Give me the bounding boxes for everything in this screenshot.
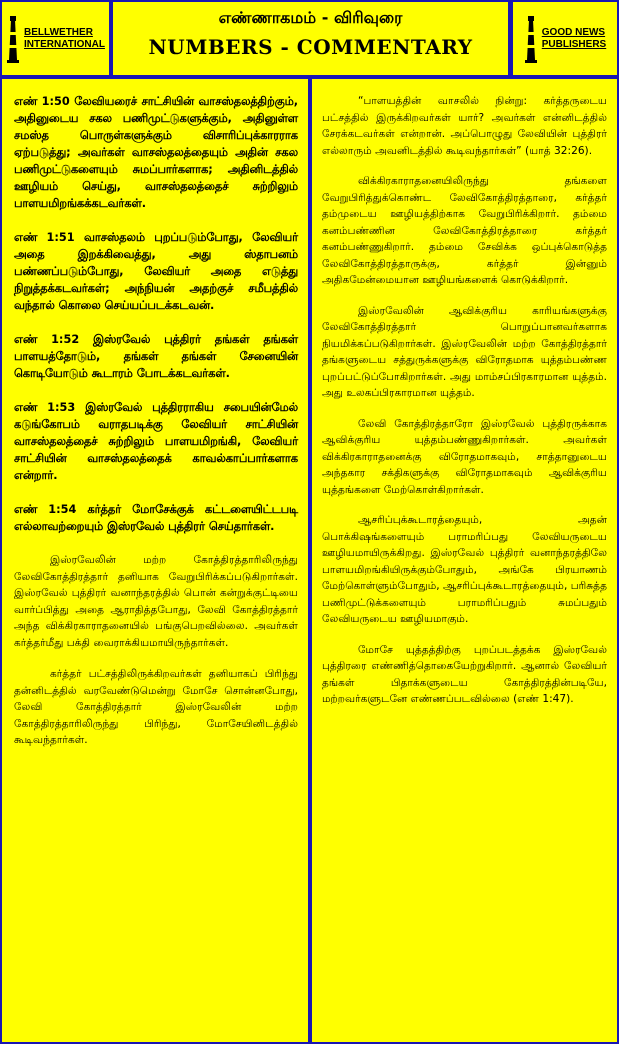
left-logo-line1: BELLWETHER [24,27,93,38]
good-news-publishers-logo [513,2,617,75]
verse-1-54: எண் 1:54 கர்த்தர் மோசேக்குக் கட்டளையிட்டபடி எல்லாவற்றையும் இஸ்ரவேல் புத்திரர் செய்தார்கள். [14,503,298,533]
lighthouse-icon [6,14,20,64]
title-tamil: எண்ணாகமம் - விரிவுரை [218,8,403,27]
left-logo-line2: INTERNATIONAL [24,38,105,50]
verse-1-50: எண் 1:50 லேவியரைச் சாட்சியின் வாசஸ்தலத்திற்கும், அதினுடைய சகல பணிமுட்டுகளுக்கும், அதினுள்ள சமஸ்த பொருள்களுக்கும் விசாரிப்புக்காரராக ஏற்படுத்து; அவர்கள் வாசஸ்தலத்தையும் அதின் சகல பணிமுட்டுகளையும் சுமப்பார்களாக; அதினிடத்தில் ஊழியம் செய்து, வாசஸ்தலத்தைச் சுற்றிலும் பாளயமிறங்கக்கடவர்கள். [14,95,298,210]
commentary-paragraph: “பாளயத்தின் வாசலில் நின்று: கர்த்தருடைய பட்சத்தில் இருக்கிறவர்கள் யார்? அவர்கள் என்னிடத்தில் சேரக்கடவர்கள் என்றான். அப்பொழுது லேவியின் புத்திரர் எல்லாரும் அவனிடத்தில் கூடிவந்தார்கள்” (யாத் 32:26). [322,95,607,157]
verse-1-53: எண் 1:53 இஸ்ரவேல் புத்திரராகிய சபையின்மேல் கடுங்கோபம் வராதபடிக்கு லேவியர் சாட்சியின் வாசஸ்தலத்தைச் சுற்றிலும் பாளயமிறங்கி, லேவியர் சாட்சியின் வாசஸ்தலத்தைக் காவல்காப்பார்களாக என்றார். [14,401,298,482]
commentary-paragraph: ஆசரிப்புக்கூடாரத்தையும், அதன் பொக்கிஷங்களையும் பராமரிப்பது லேவியருடைய ஊழியமாயிருக்கிறது. இஸ்ரவேல் புத்திரர் வனாந்தரத்திலே பாளயமிறங்கியிருக்கும்போதும், அங்கே பிரயாணம் மேற்கொள்ளும்போதும், ஆசரிப்புக்கூடாரத்தையும், பரிசுத்த பணிமுட்டுக்களையும் பராமரிப்பதும் சுமப்பதும் லேவியருடைய ஊழியமாகும். [322,514,607,625]
left-column [2,79,308,1042]
title-english: NUMBERS - COMMENTARY [148,35,473,59]
commentary-paragraph: கர்த்தர் பட்சத்திலிருக்கிறவர்கள் தனியாகப் பிரிந்து தன்னிடத்தில் வரவேண்டுமென்று மோசே சொன்னபோது, லேவி கோத்திரத்தார் இஸ்ரவேலின் மற்ற கோத்திரத்தாரிலிருந்து பிரிந்து, மோசேயினிடத்தில் கூடிவந்தார்கள். [14,668,298,746]
lighthouse-icon [524,14,538,64]
right-column [312,79,617,1042]
page-header [113,2,508,75]
commentary-paragraph: மோசே யுத்தத்திற்கு புறப்படத்தக்க இஸ்ரவேல் புத்திரரை எண்ணித்தொகையேற்றுகிறார். ஆனால் லேவியர் தங்கள் பிதாக்களுடைய கோத்திரத்தின்படியே, மற்றவர்களுடனே எண்ணப்படவில்லை (எண் 1:47). [322,643,607,705]
right-logo-line1: GOOD NEWS [541,27,606,38]
verse-1-52: எண் 1:52 இஸ்ரவேல் புத்திரர் தங்கள் தங்கள் பாளயத்தோடும், தங்கள் தங்கள் சேனையின் கொடியோடும் கூடாரம் போடக்கடவர்கள். [14,333,298,380]
commentary-paragraph: இஸ்ரவேலின் ஆவிக்குரிய காரியங்களுக்கு லேவிகோத்திரத்தார் பொறுப்பானவர்களாக நியமிக்கப்படுகிறார்கள். இஸ்ரவேலின் மற்ற கோத்திரத்தார் தங்களுடைய சத்துருக்களுக்கு விரோதமாக யுத்தம்பண்ண புறப்பட்டுப்போகிறார்கள். அது மாம்சப்பிரகாரமான யுத்தம். அது உலகப்பிரகாரமான யுத்தம். [322,304,607,399]
right-logo-line2: PUBLISHERS [541,38,607,50]
verse-1-51: எண் 1:51 வாசஸ்தலம் புறப்படும்போது, லேவியர் அதை இறக்கிவைத்து, அது ஸ்தாபனம் பண்ணப்படும்போது, லேவியர் அதை எடுத்து நிறுத்தக்கடவர்கள்; அந்நியன் அதற்குச் சமீபத்தில் வந்தால் கொலை செய்யப்படக்கடவன். [14,231,298,312]
commentary-paragraph: லேவி கோத்திரத்தாரோ இஸ்ரவேல் புத்திரருக்காக ஆவிக்குரிய யுத்தம்பண்ணுகிறார்கள். அவர்கள் விக்கிரகாராதனைக்கு விரோதமாகவும், சாத்தானுடைய அந்தகார சக்திகளுக்கு விரோதமாகவும் ஆவிக்குரிய யுத்தங்களை மேற்கொள்கிறார்கள். [322,417,607,496]
bellwether-logo [2,2,109,75]
commentary-paragraph: இஸ்ரவேலின் மற்ற கோத்திரத்தாரிலிருந்து லேவிகோத்திரத்தார் தனியாக வேறுபிரிக்கப்படுகிறார்கள். இஸ்ரவேல் புத்திரர் வனாந்தரத்தில் பொன் கன்றுக்குட்டியை வார்ப்பித்து அதை ஆராதித்தபோது, லேவி கோத்திரத்தார் அந்த விக்கிரகாராதனையில் பங்குபெறவில்லை. அவர்கள் கர்த்தர்மீது பக்தி வைராக்கியமாயிருந்தார்கள். [14,554,298,649]
commentary-paragraph: விக்கிரகாராதனையிலிருந்து தங்களை வேறுபிரித்துக்கொண்ட லேவிகோத்திரத்தாரை, கர்த்தர் தம்முடைய ஊழியத்திற்காக வேறுபிரிக்கிறார். தம்மை கனம்பண்ணின லேவிகோத்திரத்தாரை கர்த்தர் கனம்பண்ணுகிறார். தம்மை சேவிக்க ஒப்புக்கொடுத்த லேவிகோத்திரத்தாருக்கு, கர்த்தர் இன்னும் அதிகமேன்மையான ஊழியங்களைக் கொடுக்கிறார். [322,175,607,286]
